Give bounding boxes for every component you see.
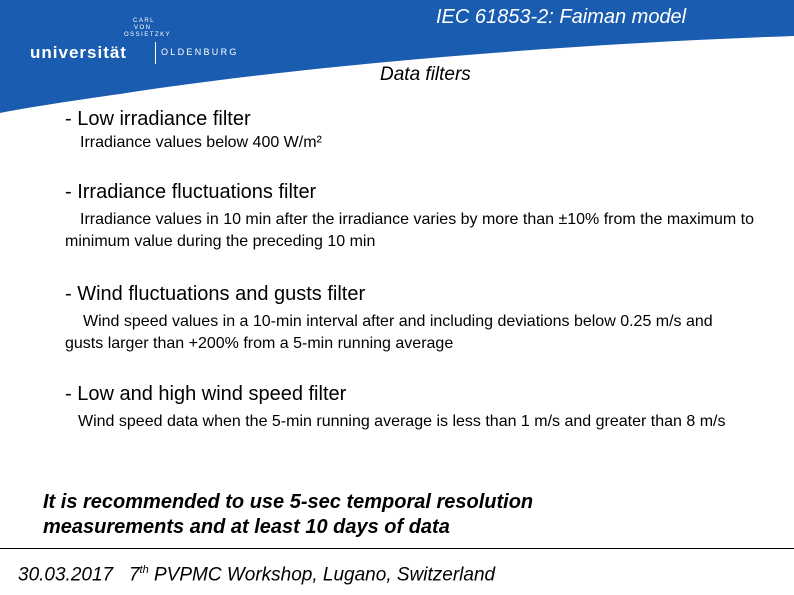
logo-subtext: OLDENBURG [161, 47, 239, 57]
section-body-low-irradiance: Irradiance values below 400 W/m² [80, 134, 322, 151]
footer-ordinal-suffix: th [139, 564, 149, 576]
conclusion-line-1: It is recommended to use 5-sec temporal resolution [43, 491, 534, 513]
section-heading-irradiance-fluctuations: - Irradiance fluctuations filter [65, 181, 317, 203]
footer-divider [0, 548, 794, 549]
slide-title: IEC 61853-2: Faiman model [436, 6, 687, 28]
logo-wordmark: universität [30, 43, 127, 62]
logo-line-3: OSSIETZKY [124, 32, 172, 38]
footer-event: PVPMC Workshop, Lugano, Switzerland [153, 564, 496, 586]
section-heading-low-irradiance: - Low irradiance filter [65, 108, 251, 130]
conclusion-text [43, 490, 533, 540]
logo-line-2: VON [134, 25, 152, 31]
university-logo [30, 18, 240, 68]
section-body-wind-fluctuations: Wind speed values in a 10-min interval after and including deviations below 0.25 m/s and gusts larger than +200% from a 5-min running average [65, 313, 713, 352]
logo-divider [155, 42, 156, 64]
section-body-wind-speed: Wind speed data when the 5-min running average is less than 1 m/s and greater than 8 m/s [78, 413, 726, 430]
footer-ordinal-number: 7 [128, 564, 140, 586]
section-heading-wind-speed: - Low and high wind speed filter [65, 383, 347, 405]
section-heading-wind-fluctuations: - Wind fluctuations and gusts filter [65, 283, 366, 305]
conclusion-line-2: measurements and at least 10 days of data [43, 516, 450, 538]
footer-date: 30.03.2017 [18, 564, 114, 586]
footer [18, 564, 495, 586]
slide-subtitle: Data filters [380, 64, 471, 85]
logo-line-1: CARL [133, 18, 156, 24]
section-body-irradiance-fluctuations: Irradiance values in 10 min after the irradiance varies by more than ±10% from the maximum to minimum value during the preceding 10 min [65, 211, 754, 250]
